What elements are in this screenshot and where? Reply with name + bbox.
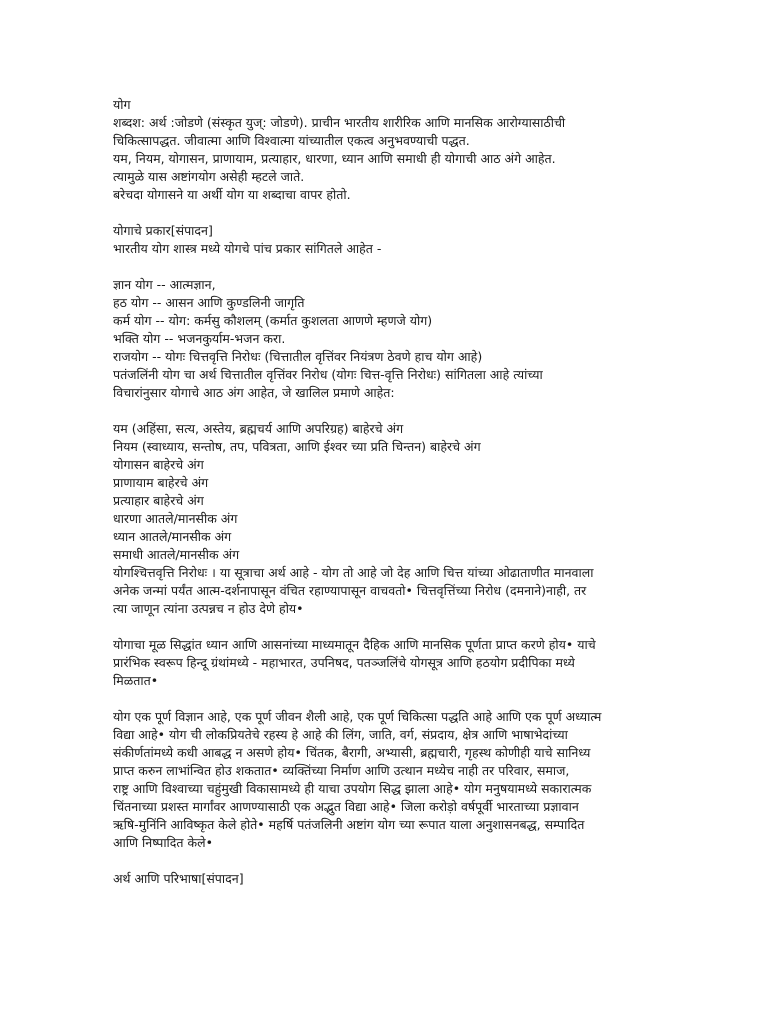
yoga-type-line: पतंजलिंनी योग चा अर्थ चित्तातील वृत्तिंवर निरोध (योगः चित्त-वृत्ति निरोधः) सांगितला आहे त्यांच्या	[113, 367, 543, 382]
intro-line: शब्दश: अर्थ :जोडणे (संस्कृत युज्: जोडणे). प्राचीन भारतीय शारीरिक आणि मानसिक आरोग्यासाठीची	[113, 115, 566, 130]
limb-line: ध्यान आतले/मानसीक अंग	[113, 529, 232, 544]
intro-line: यम, नियम, योगासन, प्राणायाम, प्रत्याहार, धारणा, ध्यान आणि समाधी ही योगाची आठ अंगे आहेत.	[113, 151, 556, 166]
limb-line: प्रत्याहार बाहेरचे अंग	[113, 493, 204, 508]
yoga-type-line: हठ योग -- आसन आणि कुण्डलिनी जागृति	[113, 295, 305, 310]
paragraph-gap	[113, 204, 753, 222]
section-heading-meaning: अर्थ आणि परिभाषा[संपादन]	[113, 871, 244, 886]
paragraph-line: प्राप्त करुन लाभांन्वित होउ शकतात• व्यक्तिंच्या निर्माण आणि उत्थान मध्येच नाही तर परिवार, समाज,	[113, 763, 570, 778]
paragraph-line: प्रारंभिक स्वरूप हिन्दू ग्रंथांमध्ये - महाभारत, उपनिषद, पतञ्जलिंचे योगसूत्र आणि हठयोग प्रदीपिका मध्ये	[113, 655, 575, 670]
limb-line: समाधी आतले/मानसीक अंग	[113, 547, 240, 562]
limb-line: धारणा आतले/मानसीक अंग	[113, 511, 238, 526]
limb-line: यम (अहिंसा, सत्य, अस्तेय, ब्रह्मचर्य आणि अपरिग्रह) बाहेरचे अंग	[113, 421, 404, 436]
document-title: योग	[113, 97, 131, 112]
paragraph-line: संकीर्णतांमध्ये कधी आबद्ध न असणे होय• चिंतक, बैरागी, अभ्यासी, ब्रह्मचारी, गृहस्थ कोणीही याचे सानिध्य	[113, 745, 591, 760]
paragraph-gap	[113, 852, 753, 870]
intro-line: त्यामुळे यास अष्टांगयोग असेही म्हटले जाते.	[113, 169, 305, 184]
paragraph-gap	[113, 690, 753, 708]
yoga-type-line: ज्ञान योग -- आत्मज्ञान,	[113, 277, 216, 292]
limb-line: प्राणायाम बाहेरचे अंग	[113, 475, 209, 490]
paragraph-line: चिंतनाच्या प्रशस्त मार्गांवर आणण्यासाठी एक अद्भुत विद्या आहे• जिला करोड़ो वर्षपूर्वी भारताच्या प्रज्ञावान	[113, 799, 579, 814]
intro-line: चिकित्सापद्धत. जीवात्मा आणि विश्वात्मा यांच्यातील एकत्व अनुभवण्याची पद्धत.	[113, 133, 470, 148]
yoga-type-line: भक्ति योग -- भजनकुर्याम-भजन करा.	[113, 331, 286, 346]
paragraph-line: राष्ट्र आणि विश्वाच्या चहुंमुखी विकासामध्ये ही याचा उपयोग सिद्ध झाला आहे• योग मनुषयामध्ये सकारात्मक	[113, 781, 592, 796]
paragraph-line: विद्या आहे• योग ची लोकप्रियतेचे रहस्य हे आहे की लिंग, जाति, वर्ग, संप्रदाय, क्षेत्र आणि भाषाभेदांच्या	[113, 727, 568, 742]
limb-line: योगासन बाहेरचे अंग	[113, 457, 204, 472]
limb-line: नियम (स्वाध्याय, सन्तोष, तप, पवित्रता, आणि ईश्वर च्या प्रति चिन्तन) बाहेरचे अंग	[113, 439, 481, 454]
limb-line: अनेक जन्मां पर्यंत आत्म-दर्शनापासून वंचित रहाण्यापासून वाचवतो• चित्तवृत्तिंच्या निरोध (दमनाने)नाही, तर	[113, 583, 587, 598]
paragraph-line: योगाचा मूळ सिद्धांत ध्यान आणि आसनांच्या माध्यमातून दैहिक आणि मानसिक पूर्णता प्राप्त करणे होय• याचे	[113, 637, 596, 652]
paragraph-line: आणि निष्पादित केले•	[113, 835, 213, 850]
yoga-type-line: विचारांनुसार योगाचे आठ अंग आहेत, जे खालिल प्रमाणे आहेत:	[113, 385, 395, 400]
section-heading-types: योगाचे प्रकार[संपादन]	[113, 223, 213, 238]
paragraph-line: ऋषि-मुनिंनि आविष्कृत केले होते• महर्षि पतंजलिनी अष्टांग योग च्या रूपात याला अनुशासनबद्ध, सम्पादित	[113, 817, 585, 832]
document-page	[113, 96, 753, 888]
paragraph-line: योग एक पूर्ण विज्ञान आहे, एक पूर्ण जीवन शैली आहे, एक पूर्ण चिकित्सा पद्धति आहे आणि एक पूर्ण अध्यात्म	[113, 709, 602, 724]
section-intro: भारतीय योग शास्त्र मध्ये योगचे पांच प्रकार सांगितले आहेत -	[113, 241, 382, 256]
paragraph-gap	[113, 258, 753, 276]
limb-line: योगश्चित्तवृत्ति निरोधः । या सूत्राचा अर्थ आहे - योग तो आहे जो देह आणि चित्त यांच्या ओढाताणीत मानवाला	[113, 565, 594, 580]
yoga-type-line: राजयोग -- योगः चित्तवृत्ति निरोधः (चित्तातील वृत्तिंवर नियंत्रण ठेवणे हाच योग आहे)	[113, 349, 483, 364]
paragraph-gap	[113, 618, 753, 636]
limb-line: त्या जाणून त्यांना उत्पन्नच न होउ देणे होय•	[113, 601, 304, 616]
yoga-type-line: कर्म योग -- योग: कर्मसु कौशलम् (कर्मात कुशलता आणणे म्हणजे योग)	[113, 313, 433, 328]
paragraph-gap	[113, 402, 753, 420]
intro-line: बरेचदा योगासने या अर्थी योग या शब्दाचा वापर होतो.	[113, 187, 351, 202]
paragraph-line: मिळतात•	[113, 673, 159, 688]
